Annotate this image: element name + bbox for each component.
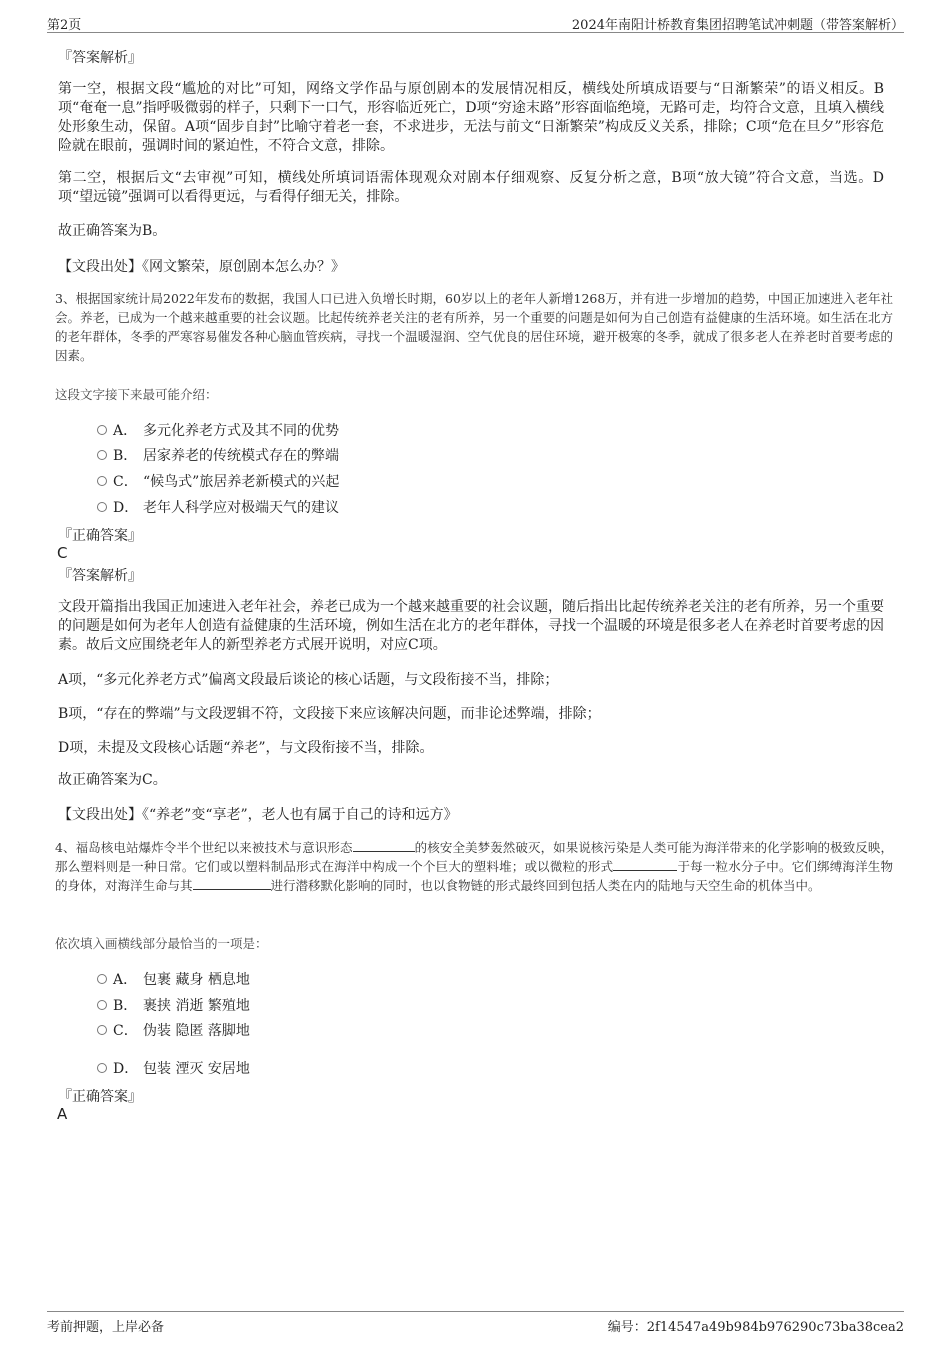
analysis-paragraph: A项，“多元化养老方式”偏离文段最后谈论的核心话题，与文段衔接不当，排除； (58, 672, 559, 688)
analysis-paragraph: 第一空，根据文段“尴尬的对比”可知，网络文学作品与原创剧本的发展情况相反，横线处所填成语要与“日渐繁荣”的语义相反。B项“奄奄一息”指呼吸微弱的样子，只剩下一口气，形容临近死亡，D项“穷途末路”形容面临绝境，无路可走，均符合文意，且填入横线处形象生动，保留。A项“固步自封”比喻守着老一套，不求进步，无法与前文“日渐繁荣”构成反义关系，排除；C项“危在旦夕”形容危险就在眼前，强调时间的紧迫性，不符合文意，排除。 (58, 81, 884, 154)
option-c[interactable]: C． “候鸟式”旅居养老新模式的兴起 (97, 471, 339, 491)
question-text: 3、根据国家统计局2022年发布的数据，我国人口已进入负增长时期，60岁以上的老年人新增1268万，并有进一步增加的趋势，中国正加速进入老年社会。养老，已成为一个越来越重要的社会议题。比起传统养老关注的老有所养，另一个重要的问题是如何为自己创造有益健康的生活环境。如生活在北方的老年群体，冬季的严寒容易催发各种心脑血管疾病，寻找一个温暖湿润、空气优良的居住环境，避开极寒的冬季，就成了很多老人在养老时首要考虑的因素。 (55, 291, 893, 363)
correct-answer-label: 『正确答案』 (58, 528, 142, 544)
option-a[interactable]: A． 包裹 藏身 栖息地 (97, 969, 250, 989)
analysis-paragraph: 第二空，根据后文“去审视”可知，横线处所填词语需体现观众对剧本仔细观察、反复分析之意，B项“放大镜”符合文意，当选。D项“望远镜”强调可以看得更远，与看得仔细无关，排除。 (58, 170, 884, 205)
radio-icon[interactable] (97, 476, 107, 486)
analysis-label: 『答案解析』 (58, 568, 142, 584)
option-a[interactable]: A． 多元化养老方式及其不同的优势 (97, 420, 339, 440)
option-d[interactable]: D． 包装 湮灭 安居地 (97, 1058, 250, 1078)
option-c[interactable]: C． 伪装 隐匿 落脚地 (97, 1020, 250, 1040)
radio-icon[interactable] (97, 974, 107, 984)
page-header (47, 12, 904, 33)
footer-slogan: 考前押题，上岸必备 (47, 1320, 165, 1335)
option-b[interactable]: B． 裹挟 消逝 繁殖地 (97, 995, 250, 1015)
radio-icon[interactable] (97, 425, 107, 435)
question-prompt: 依次填入画横线部分最恰当的一项是： (55, 936, 268, 951)
conclusion: 故正确答案为B。 (58, 223, 167, 239)
analysis-paragraph: B项，“存在的弊端”与文段逻辑不符，文段接下来应该解决问题，而非论述弊端，排除； (58, 706, 601, 722)
option-d[interactable]: D． 老年人科学应对极端天气的建议 (97, 497, 339, 517)
radio-icon[interactable] (97, 450, 107, 460)
page-footer (47, 1311, 904, 1334)
answer-blank (193, 877, 271, 890)
analysis-label: 『答案解析』 (58, 50, 142, 66)
correct-answer: A (57, 1105, 68, 1123)
radio-icon[interactable] (97, 1000, 107, 1010)
radio-icon[interactable] (97, 1025, 107, 1035)
correct-answer-label: 『正确答案』 (58, 1089, 142, 1105)
analysis-paragraph: D项，未提及文段核心话题“养老”，与文段衔接不当，排除。 (58, 740, 434, 756)
radio-icon[interactable] (97, 1063, 107, 1073)
conclusion: 故正确答案为C。 (58, 772, 167, 788)
radio-icon[interactable] (97, 502, 107, 512)
document-title: 2024年南阳计桥教育集团招聘笔试冲刺题（带答案解析） (571, 18, 904, 33)
analysis-paragraph: 文段开篇指出我国正加速进入老年社会，养老已成为一个越来越重要的社会议题，随后指出比起传统养老关注的老有所养，另一个重要的问题是如何为老年人创造有益健康的生活环境，例如生活在北方的老年群体，寻找一个温暖的环境是很多老人在养老时首要考虑的因素。故后文应围绕老年人的新型养老方式展开说明，对应C项。 (58, 599, 884, 653)
document-id: 编号：2f14547a49b984b976290c73ba38cea2 (607, 1320, 904, 1335)
correct-answer: C (57, 544, 68, 562)
page-number: 第2页 (47, 18, 82, 33)
option-b[interactable]: B． 居家养老的传统模式存在的弊端 (97, 445, 339, 465)
answer-blank (353, 839, 415, 852)
source-citation: 【文段出处】《网文繁荣，原创剧本怎么办？》 (58, 259, 345, 275)
question-text: 4、福岛核电站爆炸令半个世纪以来被技术与意识形态 的核安全美梦轰然破灭，如果说核污染是人类可能为海洋带来的化学影响的极致反映，那么塑料则是一种日常。它们或以塑料制品形式在海洋中构成一个个巨大的塑料堆；或以微粒的形式 于每一粒水分子中。它们绑缚海洋生物的身体，对海洋生命与其 进行潜移默化影响的同时，也以食物链的形式最终回到包括人类在内的陆地与天空生命的机体当中。 (55, 840, 893, 893)
source-citation: 【文段出处】《“养老”变“享老”，老人也有属于自己的诗和远方》 (58, 807, 458, 823)
answer-blank (613, 858, 677, 871)
question-prompt: 这段文字接下来最可能介绍： (55, 387, 218, 402)
